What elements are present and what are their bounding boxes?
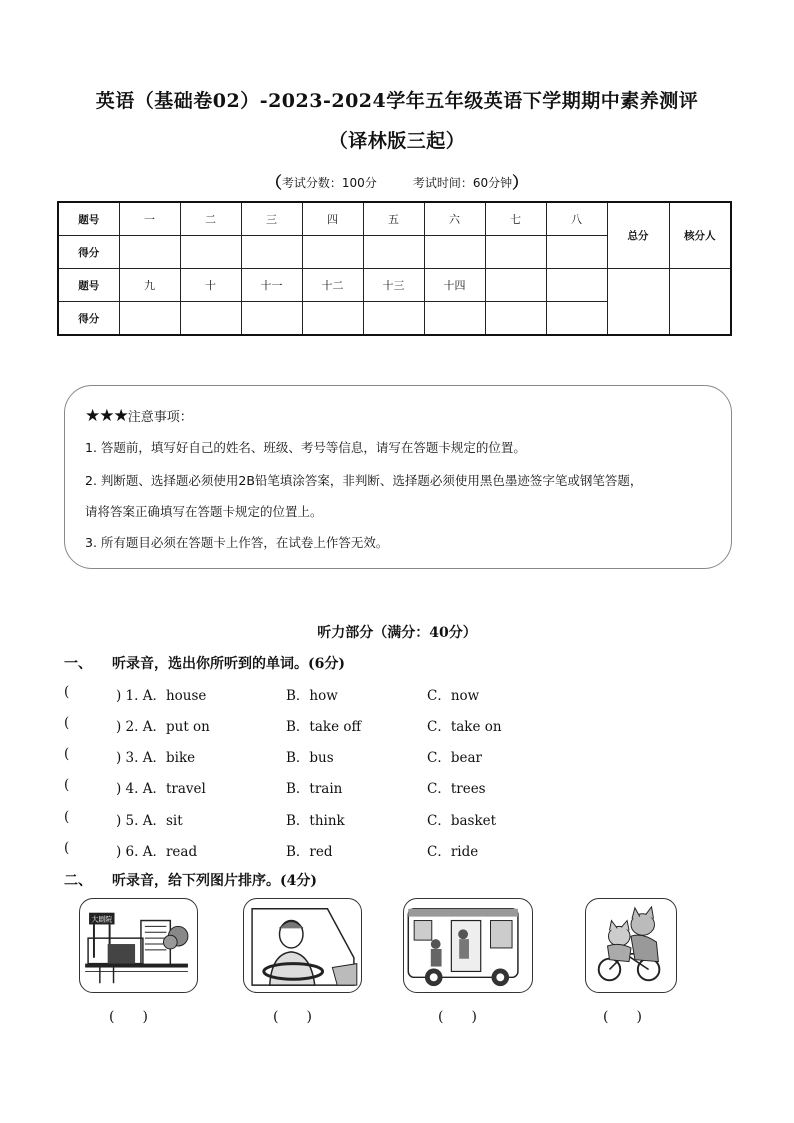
table-cell: 十三 (363, 269, 424, 302)
list-item: ( ) 1. A．house B．how C．now (64, 684, 480, 704)
exam-time: 考试时间：60分钟 (412, 176, 513, 190)
list-item: ( ) 6. A．read B．red C．ride (64, 840, 479, 860)
table-cell: 九 (119, 269, 180, 302)
checker-input-cell[interactable] (669, 269, 731, 336)
answer-blank[interactable]: ) 5. A．sit (116, 813, 183, 829)
list-item: ( ) 3. A．bike B．bus C．bear (64, 746, 482, 766)
question-heading-2: 二、 听录音，给下列图片排序。(4分) (64, 873, 317, 889)
table-row (58, 269, 731, 302)
score-input-cell[interactable] (241, 302, 302, 336)
picture-driver (243, 898, 362, 993)
score-input-cell[interactable] (119, 302, 180, 336)
notice-heading: ★★★注意事项： (85, 406, 193, 426)
score-input-cell[interactable] (241, 236, 302, 269)
answer-blank[interactable]: ( ) (109, 1009, 148, 1025)
list-item: ( ) 4. A．travel B．train C．trees (64, 777, 486, 797)
table-cell-checker: 核分人 (669, 202, 731, 269)
option-b: B．think (286, 813, 345, 829)
score-table (57, 201, 732, 336)
table-cell-label: 得分 (58, 302, 119, 336)
option-b: B．bus (286, 750, 334, 766)
answer-blank[interactable]: ) 1. A．house (116, 688, 207, 704)
table-cell (546, 269, 607, 302)
theatre-icon (80, 899, 197, 992)
question-heading-1: 一、 听录音，选出你所听到的单词。(6分) (64, 656, 345, 672)
option-b: B．train (286, 781, 343, 797)
notice-box (64, 385, 732, 569)
notice-line: 1. 答题前，填写好自己的姓名、班级、考号等信息，请写在答题卡规定的位置。 (85, 440, 526, 455)
stars-icon: ★★★ (85, 406, 128, 426)
answer-blank[interactable]: ) 2. A．put on (116, 719, 210, 735)
option-b: B．red (286, 844, 333, 860)
total-input-cell[interactable] (607, 269, 669, 336)
table-cell-label: 题号 (58, 202, 119, 236)
answer-blank[interactable]: ( ) (273, 1009, 312, 1025)
exam-score: 考试分数：100分 (281, 176, 377, 190)
score-input-cell[interactable] (424, 302, 485, 336)
score-input-cell[interactable] (424, 236, 485, 269)
option-c: C．now (427, 688, 480, 704)
table-cell: 五 (363, 202, 424, 236)
answer-blank[interactable]: ) 6. A．read (116, 844, 198, 860)
score-input-cell[interactable] (180, 236, 241, 269)
option-b: B．take off (286, 719, 362, 735)
list-item: ( ) 2. A．put on B．take off C．take on (64, 715, 502, 735)
driver-icon (244, 899, 361, 992)
option-c: C．trees (427, 781, 486, 797)
score-input-cell[interactable] (363, 302, 424, 336)
table-cell: 四 (302, 202, 363, 236)
section-title: 听力部分（满分：40分） (317, 625, 477, 641)
table-cell: 六 (424, 202, 485, 236)
notice-line: 2. 判断题、选择题必须使用2B铅笔填涂答案，非判断、选择题必须使用黑色墨迹签字笔或钢笔答题， (85, 473, 643, 488)
page-title: 英语（基础卷02）-2023-2024学年五年级英语下学期期中素养测评 (95, 90, 699, 112)
table-cell: 十 (180, 269, 241, 302)
table-cell (485, 269, 546, 302)
score-input-cell[interactable] (302, 236, 363, 269)
option-c: C．bear (427, 750, 482, 766)
answer-blank[interactable]: ( ) (603, 1009, 642, 1025)
option-c: C．ride (427, 844, 479, 860)
notice-line: 请将答案正确填写在答题卡规定的位置上。 (85, 504, 323, 519)
table-cell-label: 得分 (58, 236, 119, 269)
page-subtitle: （译林版三起） (328, 130, 466, 152)
table-cell: 二 (180, 202, 241, 236)
table-cell: 十一 (241, 269, 302, 302)
picture-bus (403, 898, 533, 993)
option-b: B．how (286, 688, 338, 704)
answer-blank[interactable]: ( ) (438, 1009, 477, 1025)
list-item: ( ) 5. A．sit B．think C．basket (64, 809, 497, 829)
notice-line: 3. 所有题目必须在答题卡上作答，在试卷上作答无效。 (85, 535, 389, 550)
score-input-cell[interactable] (302, 302, 363, 336)
bus-icon (404, 899, 532, 992)
score-input-cell[interactable] (119, 236, 180, 269)
score-input-cell[interactable] (180, 302, 241, 336)
score-input-cell[interactable] (546, 236, 607, 269)
cats-on-bike-icon (586, 899, 676, 992)
picture-theatre (79, 898, 198, 993)
option-c: C．take on (427, 719, 502, 735)
table-cell-label: 题号 (58, 269, 119, 302)
table-cell: 三 (241, 202, 302, 236)
score-input-cell[interactable] (546, 302, 607, 336)
score-input-cell[interactable] (485, 236, 546, 269)
option-c: C．basket (427, 813, 497, 829)
answer-blank[interactable]: ) 4. A．travel (116, 781, 206, 797)
table-cell-total: 总分 (607, 202, 669, 269)
table-cell: 十二 (302, 269, 363, 302)
answer-blank[interactable]: ) 3. A．bike (116, 750, 196, 766)
table-cell: 一 (119, 202, 180, 236)
score-input-cell[interactable] (363, 236, 424, 269)
svg-text:大剧院: 大剧院 (91, 915, 113, 924)
score-input-cell[interactable] (485, 302, 546, 336)
picture-cats-bike (585, 898, 677, 993)
table-cell: 十四 (424, 269, 485, 302)
table-cell: 七 (485, 202, 546, 236)
table-cell: 八 (546, 202, 607, 236)
table-row (58, 202, 731, 236)
exam-info: （考试分数：100分 考试时间：60分钟） (265, 173, 529, 192)
